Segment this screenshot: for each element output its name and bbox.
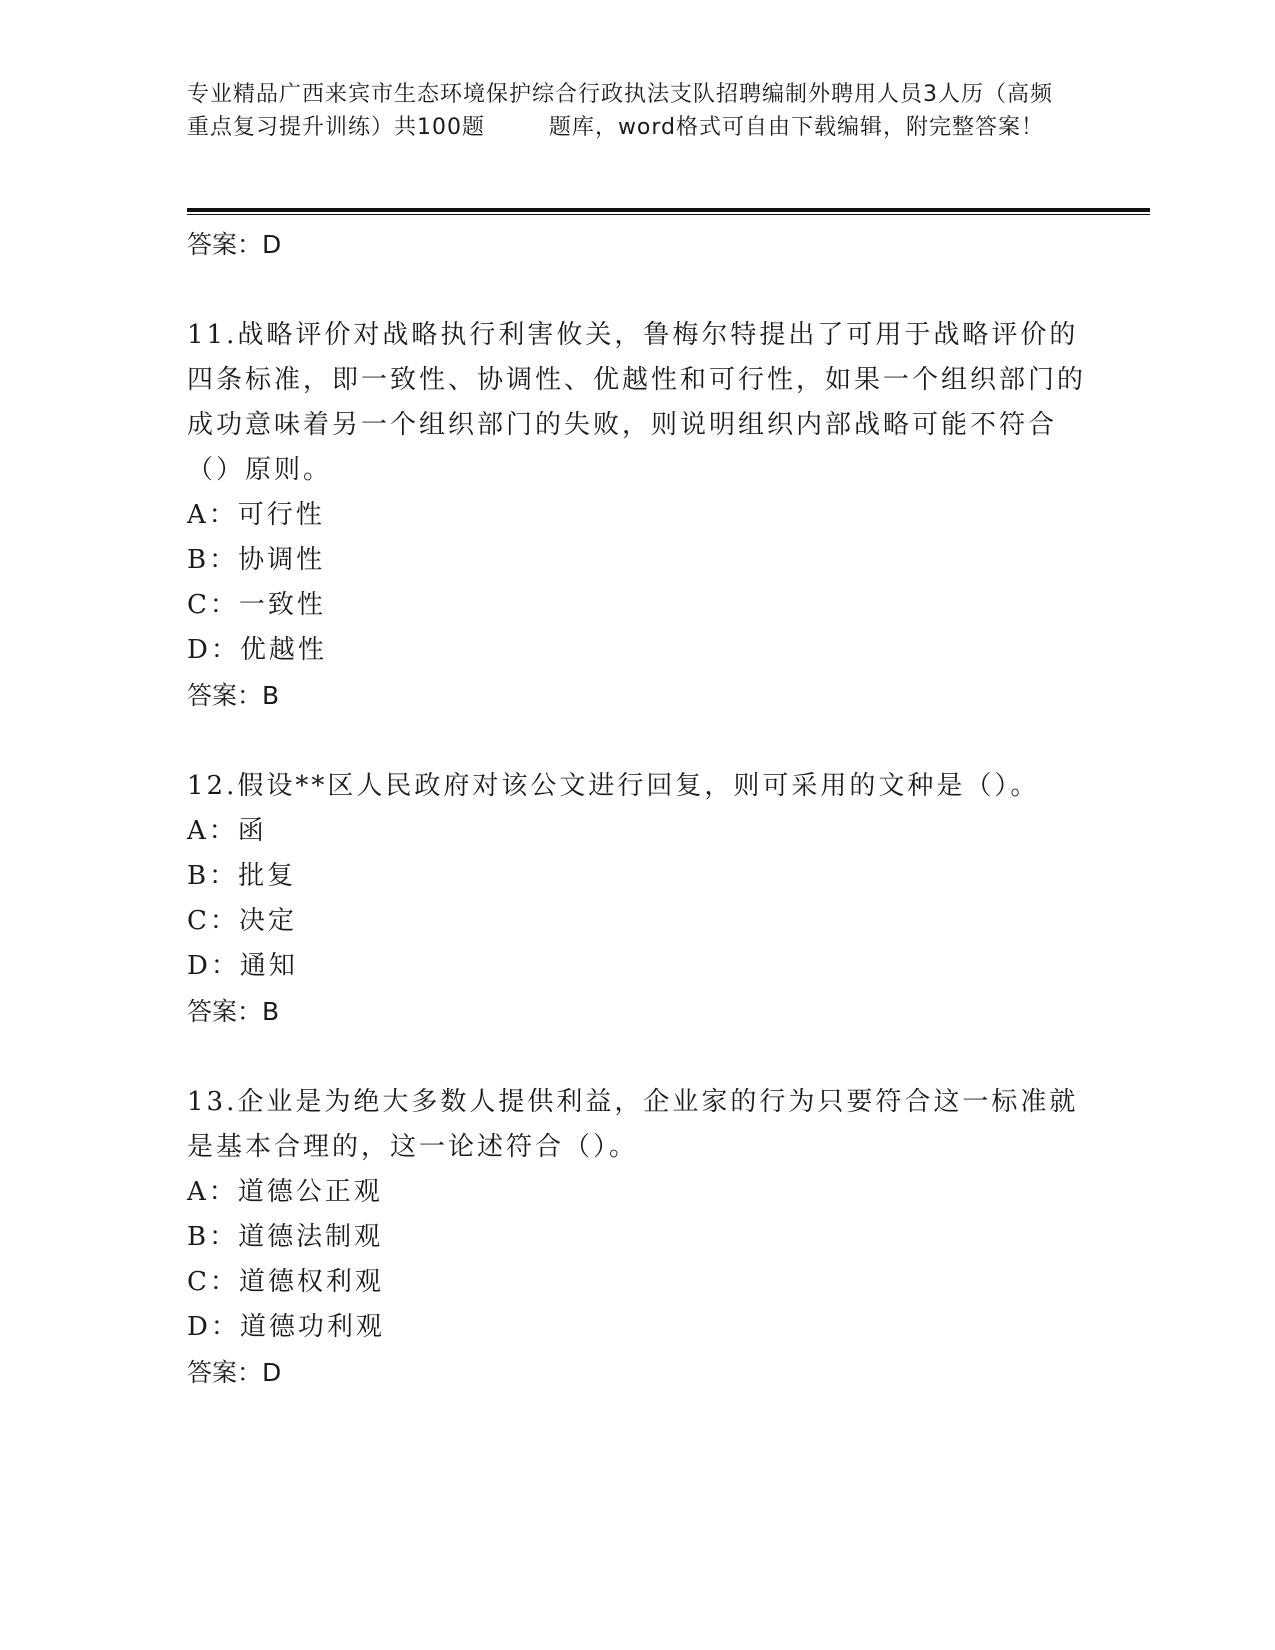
answer: 答案：B (187, 681, 280, 710)
option-b: B：道德法制观 (187, 1222, 384, 1252)
option-d: D：通知 (187, 951, 298, 981)
option-a: A：函 (187, 816, 267, 846)
option-c: C：一致性 (187, 590, 326, 620)
option-a: A：可行性 (187, 500, 325, 530)
spacer (187, 1034, 1087, 1080)
option-a: A：道德公正观 (187, 1177, 383, 1207)
option-b: B：批复 (187, 861, 297, 891)
header-rule-thick (187, 208, 1150, 212)
answer: 答案：B (187, 997, 280, 1026)
question-12 (187, 764, 1087, 1034)
question-13 (187, 1080, 1087, 1395)
question-list (187, 222, 1087, 1395)
question-stem: 11.战略评价对战略执行利害攸关，鲁梅尔特提出了可用于战略评价的四条标准，即一致性、协调性、优越性和可行性，如果一个组织部门的成功意味着另一个组织部门的失败，则说明组织内部战略可能不符合（）原则。 (187, 320, 1087, 485)
spacer (187, 267, 1087, 313)
answer: 答案：D (187, 1358, 282, 1387)
header-rule-thin (187, 214, 1150, 215)
document-header: 专业精品广西来宾市生态环境保护综合行政执法支队招聘编制外聘用人员3人历（高频重点复习提升训练）共100题 题库，word格式可自由下载编辑，附完整答案！ (187, 82, 1053, 140)
option-d: D：优越性 (187, 635, 327, 665)
option-b: B：协调性 (187, 545, 326, 575)
question-stem: 13.企业是为绝大多数人提供利益，企业家的行为只要符合这一标准就是基本合理的，这一论述符合（）。 (187, 1087, 1079, 1162)
question-stem: 12.假设**区人民政府对该公文进行回复，则可采用的文种是（）。 (187, 771, 1040, 801)
option-d: D：道德功利观 (187, 1312, 385, 1342)
option-c: C：决定 (187, 906, 297, 936)
option-c: C：道德权利观 (187, 1267, 384, 1297)
question-11 (187, 313, 1087, 718)
previous-answer: 答案：D (187, 230, 282, 259)
spacer (187, 718, 1087, 764)
